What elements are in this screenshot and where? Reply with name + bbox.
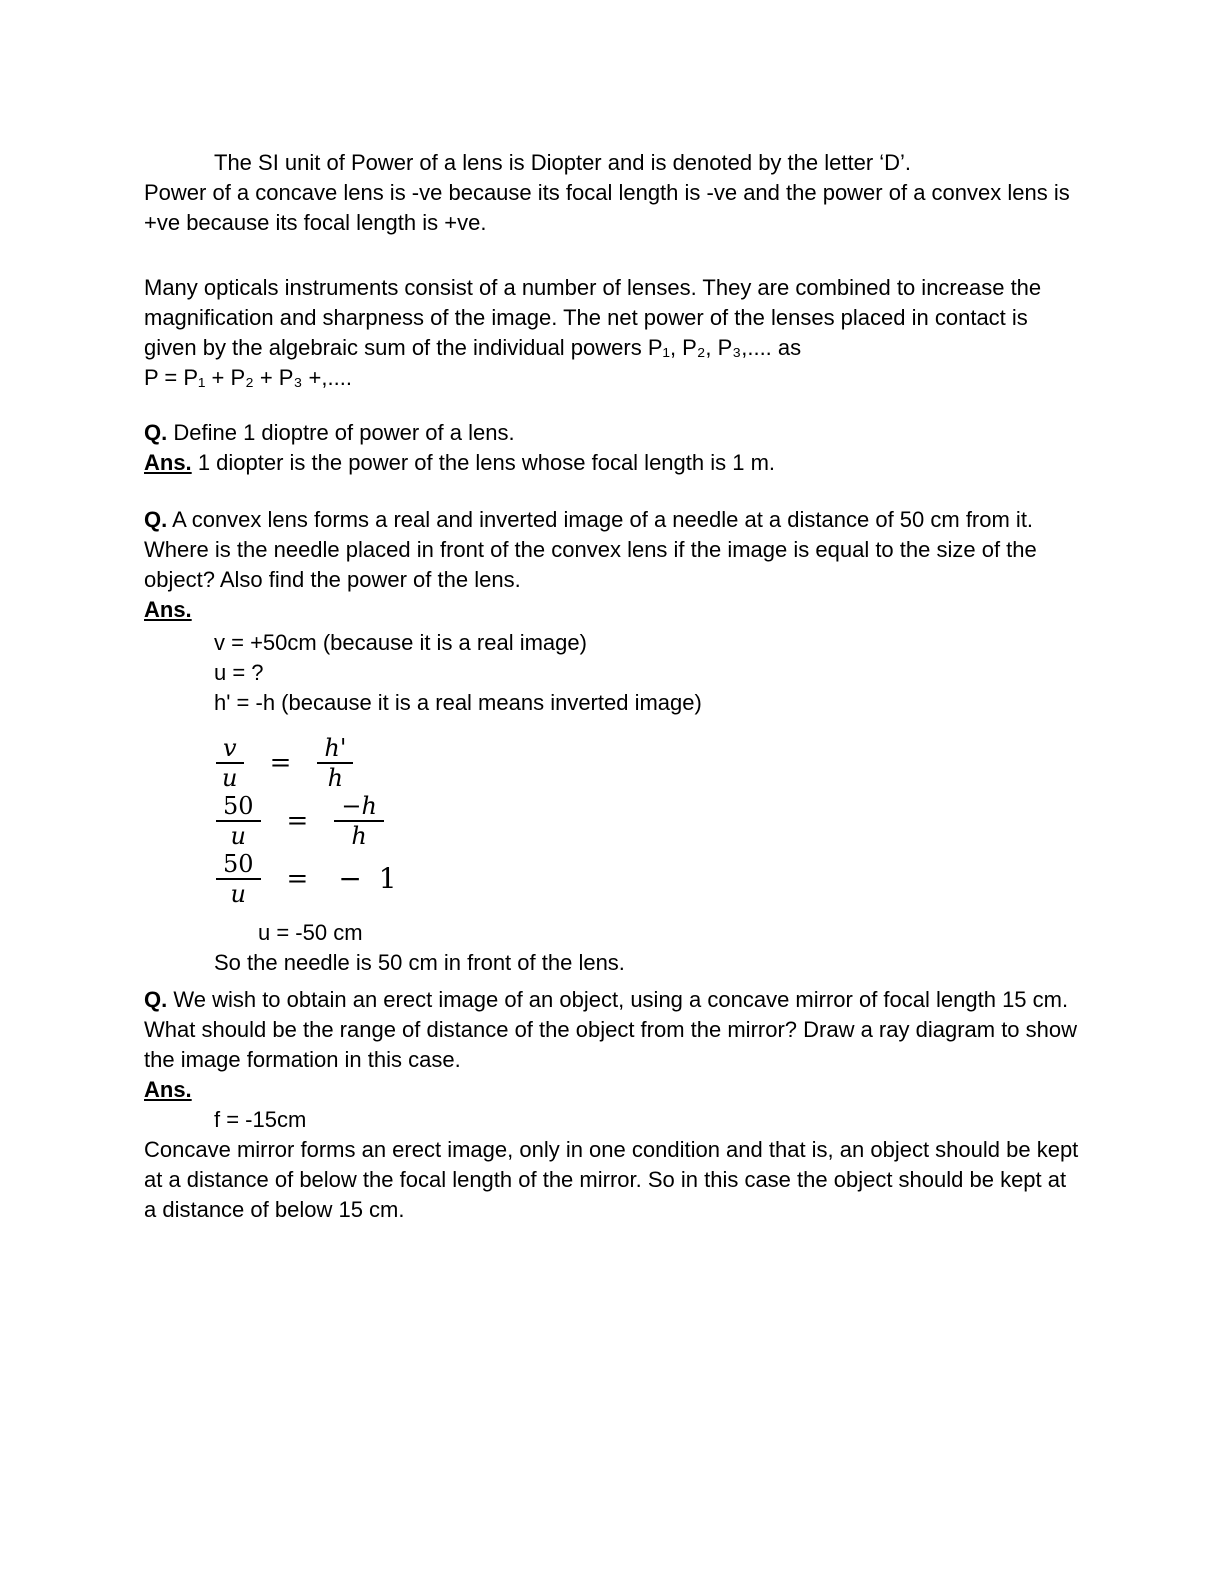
fraction-denominator: u: [230, 880, 246, 908]
question-label: Q.: [144, 420, 168, 445]
equals-sign: =: [286, 806, 309, 836]
equation-block: [216, 736, 1084, 906]
question-2-line-2: Where is the needle placed in front of the convex lens if the image is equal to the size of the: [144, 537, 1037, 562]
optics-line-1: Many opticals instruments consist of a number of lenses. They are combined to increase the: [144, 275, 1042, 300]
fraction-denominator: u: [222, 764, 238, 792]
optics-line-3: given by the algebraic sum of the individual powers P₁, P₂, P₃,.... as: [144, 335, 802, 360]
question-3-line-3: the image formation in this case.: [144, 1047, 461, 1072]
answer-1-text: [144, 448, 1084, 478]
intro-line-3: +ve because its focal length is +ve.: [144, 210, 487, 235]
question-label: Q.: [144, 507, 168, 532]
fraction-numerator: 50: [216, 851, 261, 880]
equation-1: [216, 736, 1084, 790]
fraction-50-u: [216, 793, 261, 849]
answer-2-given: [144, 628, 1084, 718]
answer-3-exp-line-2: at a distance of below the focal length of the mirror. So in this case the object should be kept at: [144, 1167, 1067, 1192]
minus-one-value: − 1: [338, 862, 401, 895]
intro-line-1: The SI unit of Power of a lens is Diopter and is denoted by the letter ‘D’.: [214, 150, 912, 175]
fraction-numerator: 50: [216, 793, 261, 822]
answer-3-given: f = -15cm: [214, 1107, 307, 1132]
question-3-line-2: What should be the range of distance of the object from the mirror? Draw a ray diagram to show: [144, 1017, 1078, 1042]
question-1: [144, 418, 1084, 478]
optics-line-4: P = P₁ + P₂ + P₃ +,....: [144, 365, 352, 390]
fraction-v-u: [216, 735, 244, 791]
fraction-minush-h: [334, 793, 384, 849]
question-2: [144, 505, 1084, 625]
intro-line-2: Power of a concave lens is -ve because its focal length is -ve and the power of a convex lens is: [144, 180, 1070, 205]
given-v: v = +50cm (because it is a real image): [214, 630, 587, 655]
question-2-line-1: [144, 505, 1084, 535]
answer-2-result: u = -50 cm: [258, 920, 363, 945]
equals-sign: =: [286, 864, 309, 894]
question-2-line-3: object? Also find the power of the lens.: [144, 567, 521, 592]
fraction-numerator: h': [317, 735, 353, 764]
given-h: h' = -h (because it is a real means inverted image): [214, 690, 702, 715]
fraction-denominator: h: [351, 822, 367, 850]
question-1-text: [144, 418, 1084, 448]
answer-3-label-line: [144, 1075, 1084, 1105]
answer-label: Ans.: [144, 450, 192, 475]
question-1-body: Define 1 dioptre of power of a lens.: [173, 420, 515, 445]
fraction-denominator: u: [230, 822, 246, 850]
equation-2: [216, 794, 1084, 848]
answer-3-exp-line-1: Concave mirror forms an erect image, only in one condition and that is, an object should be kept: [144, 1137, 1079, 1162]
question-label: Q.: [144, 987, 168, 1012]
answer-label: Ans.: [144, 597, 192, 622]
question-3-body-1: We wish to obtain an erect image of an object, using a concave mirror of focal length 15 cm.: [173, 987, 1069, 1012]
fraction-numerator: −h: [334, 793, 384, 822]
given-u: u = ?: [214, 660, 264, 685]
intro-paragraph: [144, 148, 1084, 238]
fraction-hprime-h: [317, 735, 353, 791]
answer-3-exp-line-3: a distance of below 15 cm.: [144, 1197, 405, 1222]
optics-paragraph: [144, 273, 1084, 393]
optics-line-2: magnification and sharpness of the image. The net power of the lenses placed in contact is: [144, 305, 1028, 330]
fraction-50-u: [216, 851, 261, 907]
equals-sign: =: [269, 748, 292, 778]
fraction-numerator: v: [216, 735, 244, 764]
fraction-denominator: h: [327, 764, 344, 792]
question-2-body-1: A convex lens forms a real and inverted image of a needle at a distance of 50 cm from it.: [172, 507, 1034, 532]
answer-2-label-line: [144, 595, 1084, 625]
answer-1-body: 1 diopter is the power of the lens whose focal length is 1 m.: [197, 450, 776, 475]
question-3: [144, 985, 1084, 1225]
answer-label: Ans.: [144, 1077, 192, 1102]
question-3-line-1: [144, 985, 1084, 1015]
answer-2-conclusion: So the needle is 50 cm in front of the lens.: [214, 950, 625, 975]
equation-3: [216, 852, 1084, 906]
